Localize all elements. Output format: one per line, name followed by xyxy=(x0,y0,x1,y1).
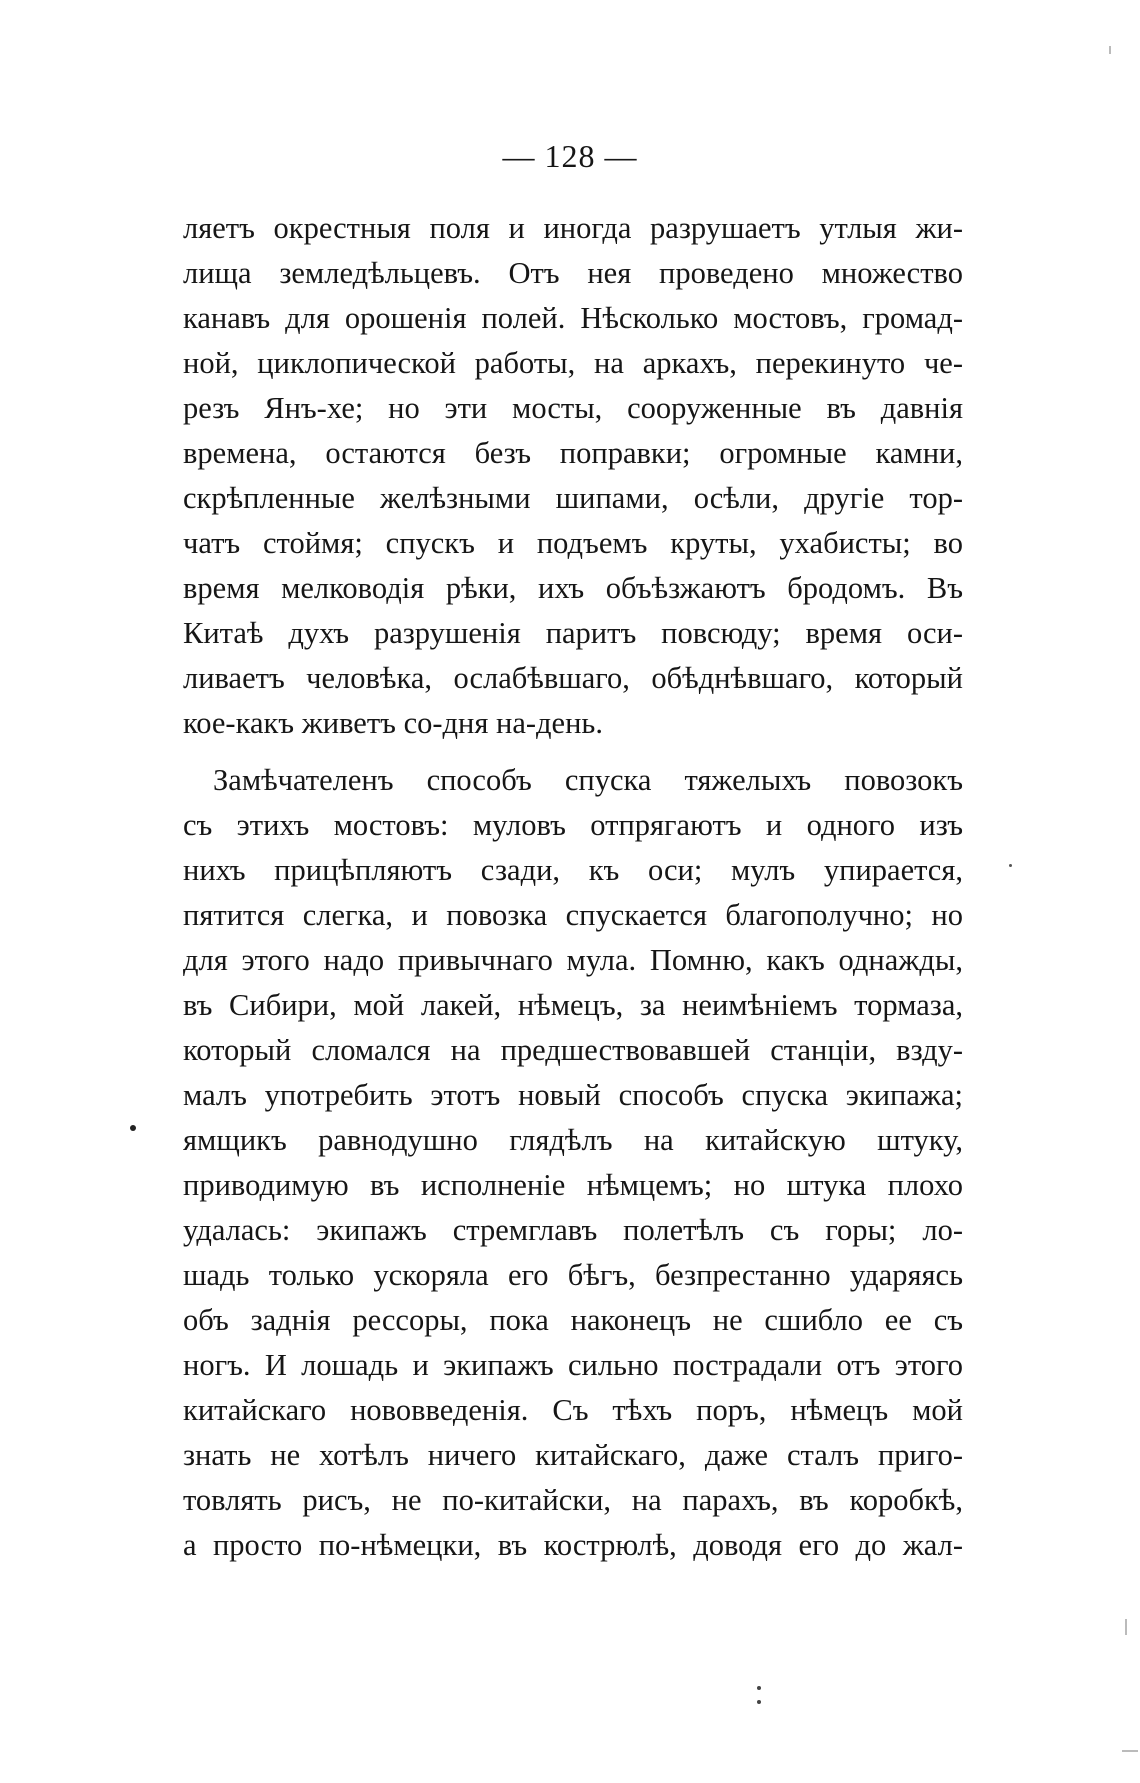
text-line: для этого надо привычнаго мула. Помню, какъ однажды, xyxy=(183,943,963,977)
margin-speck xyxy=(1009,864,1012,867)
text-line: малъ употребить этотъ новый способъ спуска экипажа; xyxy=(183,1078,963,1112)
text-line: товлять рисъ, не по-китайски, на парахъ, въ коробкѣ, xyxy=(183,1483,963,1517)
text-line: Китаѣ духъ разрушенія паритъ повсюду; время оси- xyxy=(183,616,963,650)
text-line: пятится слегка, и повозка спускается благополучно; но xyxy=(183,898,963,932)
text-line: приводимую въ исполненіе нѣмцемъ; но штука плохо xyxy=(183,1168,963,1202)
paragraph-2 xyxy=(183,758,963,1568)
text-line: а просто по-нѣмецки, въ кострюлѣ, доводя его до жал- xyxy=(183,1528,963,1562)
text-line: шадь только ускоряла его бѣгъ, безпрестанно ударяясь xyxy=(183,1258,963,1292)
text-line: нихъ прицѣпляютъ сзади, къ оси; мулъ упирается, xyxy=(183,853,963,887)
text-line: Замѣчателенъ способъ спуска тяжелыхъ повозокъ xyxy=(213,763,963,797)
text-line: времена, остаются безъ поправки; огромные камни, xyxy=(183,436,963,470)
text-line: удалась: экипажъ стремглавъ полетѣлъ съ горы; ло- xyxy=(183,1213,963,1247)
scan-edge-mark xyxy=(1125,1619,1127,1635)
text-line: ямщикъ равнодушно глядѣлъ на китайскую штуку, xyxy=(183,1123,963,1157)
scan-edge-mark xyxy=(1109,46,1111,54)
text-line: объ заднія рессоры, пока наконецъ не сшибло ее съ xyxy=(183,1303,963,1337)
bottom-speck xyxy=(757,1686,761,1690)
margin-dot xyxy=(130,1125,136,1131)
text-line: кое-какъ живетъ со-дня на-день. xyxy=(183,706,603,740)
text-line: который сломался на предшествовавшей станціи, взду- xyxy=(183,1033,963,1067)
text-line: въ Сибири, мой лакей, нѣмецъ, за неимѣніемъ тормаза, xyxy=(183,988,963,1022)
text-line: ляетъ окрестныя поля и иногда разрушаетъ утлыя жи- xyxy=(183,211,963,245)
page-number: — 128 — xyxy=(502,138,638,174)
bottom-speck xyxy=(757,1700,761,1704)
text-line: знать не хотѣлъ ничего китайскаго, даже сталъ приго- xyxy=(183,1438,963,1472)
text-line: резъ Янъ-хе; но эти мосты, сооруженные въ давнія xyxy=(183,391,963,425)
paragraph-gap xyxy=(183,746,963,758)
text-line: лища земледѣльцевъ. Отъ нея проведено множество xyxy=(183,256,963,290)
text-line: ной, циклопической работы, на аркахъ, перекинуто че- xyxy=(183,346,963,380)
text-line: китайскаго нововведенія. Съ тѣхъ поръ, нѣмецъ мой xyxy=(183,1393,963,1427)
text-line: чатъ стоймя; спускъ и подъемъ круты, ухабисты; во xyxy=(183,526,963,560)
text-line: канавъ для орошенія полей. Нѣсколько мостовъ, громад- xyxy=(183,301,963,335)
text-line: съ этихъ мостовъ: муловъ отпрягаютъ и одного изъ xyxy=(183,808,963,842)
text-line: скрѣпленные желѣзными шипами, осѣли, другіе тор- xyxy=(183,481,963,515)
text-line: ногъ. И лошадь и экипажъ сильно пострадали отъ этого xyxy=(183,1348,963,1382)
scan-edge-mark xyxy=(1122,1750,1138,1752)
text-line: время мелководія рѣки, ихъ объѣзжаютъ бродомъ. Въ xyxy=(183,571,963,605)
body-text xyxy=(183,206,963,1568)
paragraph-1 xyxy=(183,206,963,746)
text-line: ливаетъ человѣка, ослабѣвшаго, обѣднѣвшаго, который xyxy=(183,661,963,695)
